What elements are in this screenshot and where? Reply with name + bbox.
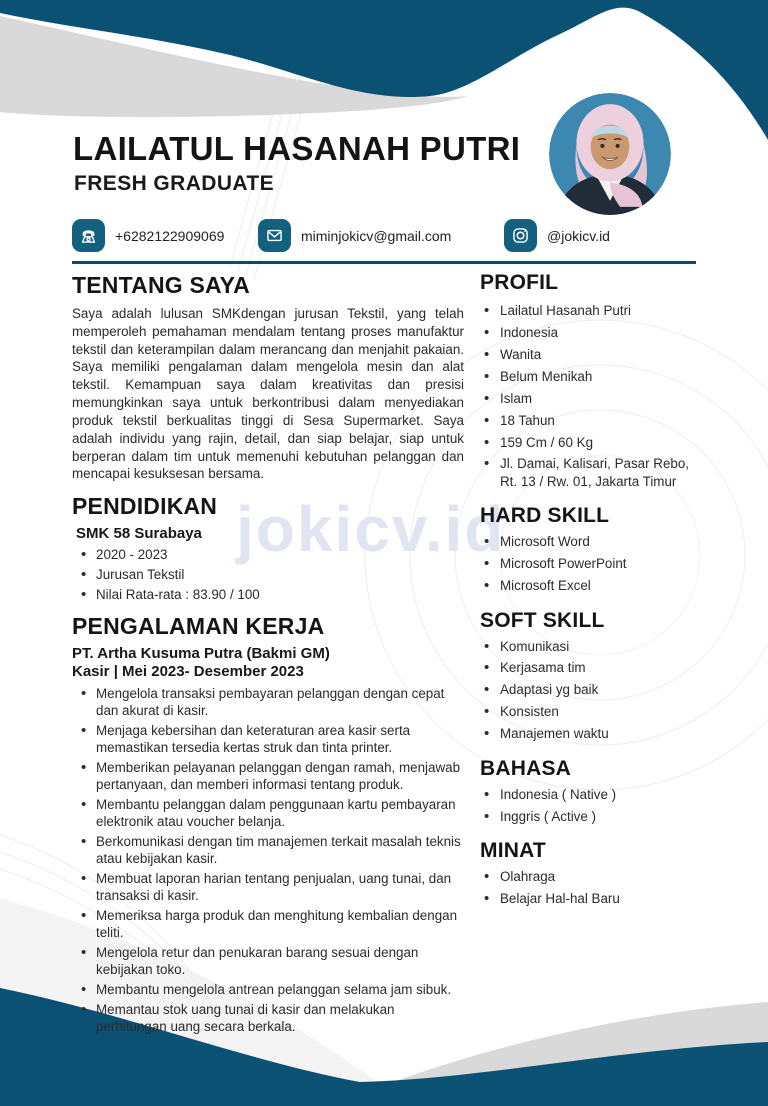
list-item: • Komunikasi: [480, 638, 708, 655]
email-value: miminjokicv@gmail.com: [301, 227, 452, 244]
list-item: • Adaptasi yg baik: [480, 681, 708, 698]
list-item: • Islam: [480, 390, 708, 407]
header-divider: [72, 261, 696, 264]
list-item: • Microsoft PowerPoint: [480, 555, 708, 572]
list-item: • Berkomunikasi dengan tim manajemen terkait masalah teknis atau kebijakan kasir.: [72, 833, 464, 867]
hard-skill-list: [480, 533, 708, 594]
instagram-icon: [504, 219, 537, 252]
right-column: [480, 271, 708, 912]
list-item: • Mengelola transaksi pembayaran pelanggan dengan cepat dan akurat di kasir.: [72, 685, 464, 719]
list-item: • Lailatul Hasanah Putri: [480, 302, 708, 319]
left-column: [72, 272, 464, 1038]
about-text: Saya adalah lulusan SMKdengan jurusan Tekstil, yang telah memperoleh pemahaman mendalam tentang proses manufaktur tekstil dan keterampilan dalam merancang dan menjahit pakaian. Saya memiliki pengalaman dalam mengelola mesin dan alat tekstil. Kemampuan saya dalam kreativitas dan presisi memungkinkan saya untuk berkontribusi dalam menyediakan produk tekstil berkualitas tinggi di Sesa Supermarket. Saya adalah individu yang rajin, detail, dan siap belajar, siap untuk berperan dalam tim untuk memenuhi kebutuhan pelanggan dan mencapai kesuksesan bersama.: [72, 306, 464, 482]
phone-icon: [72, 219, 105, 252]
list-item: • Mengelola retur dan penukaran barang sesuai dengan kebijakan toko.: [72, 944, 464, 978]
profile-photo: [549, 93, 671, 215]
section-title-bahasa: BAHASA: [480, 756, 572, 780]
person-name: LAILATUL HASANAH PUTRI: [73, 130, 521, 167]
list-item: • Menjaga kebersihan dan keteraturan area kasir serta memastikan tersedia kertas struk dan tinta printer.: [72, 722, 464, 756]
list-item: • Inggris ( Active ): [480, 808, 708, 825]
experience-list: [72, 685, 464, 1035]
person-title: FRESH GRADUATE: [74, 172, 275, 195]
list-item: • Membantu pelanggan dalam penggunaan kartu pembayaran elektronik atau voucher belanja.: [72, 796, 464, 830]
list-item: • Jl. Damai, Kalisari, Pasar Rebo, Rt. 13 / Rw. 01, Jakarta Timur: [480, 455, 708, 490]
experience-company: PT. Artha Kusuma Putra (Bakmi GM): [72, 645, 330, 663]
section-title-hard-skill: HARD SKILL: [480, 504, 610, 528]
list-item: • Memeriksa harga produk dan menghitung kembalian dengan teliti.: [72, 907, 464, 941]
list-item: • Membuat laporan harian tentang penjualan, uang tunai, dan transaksi di kasir.: [72, 870, 464, 904]
instagram-value: @jokicv.id: [547, 227, 610, 244]
education-school: SMK 58 Surabaya: [76, 525, 202, 543]
list-item: • Belum Menikah: [480, 368, 708, 385]
list-item: • Microsoft Word: [480, 533, 708, 550]
education-list: [72, 546, 464, 603]
list-item: • Konsisten: [480, 703, 708, 720]
contact-instagram[interactable]: [504, 219, 610, 252]
contact-row: [72, 219, 696, 252]
list-item: • Indonesia ( Native ): [480, 786, 708, 803]
list-item: • Kerjasama tim: [480, 659, 708, 676]
list-item: • Jurusan Tekstil: [72, 566, 464, 583]
section-title-about: TENTANG SAYA: [72, 272, 250, 298]
list-item: • Memantau stok uang tunai di kasir dan melakukan perhitungan uang secara berkala.: [72, 1001, 464, 1035]
section-title-minat: MINAT: [480, 839, 546, 863]
watermark: jokicv.id: [236, 493, 506, 565]
list-item: • 2020 - 2023: [72, 546, 464, 563]
section-title-experience: PENGALAMAN KERJA: [72, 613, 325, 640]
soft-skill-list: [480, 638, 708, 743]
list-item: • Memberikan pelayanan pelanggan dengan ramah, menjawab pertanyaan, dan memberi informasi tentang produk.: [72, 759, 464, 793]
experience-role: Kasir | Mei 2023- Desember 2023: [72, 663, 304, 681]
list-item: • Olahraga: [480, 868, 708, 885]
list-item: • Wanita: [480, 346, 708, 363]
phone-value: +6282122909069: [115, 227, 225, 244]
list-item: • 18 Tahun: [480, 412, 708, 429]
minat-list: [480, 868, 708, 907]
list-item: • Microsoft Excel: [480, 577, 708, 594]
list-item: • Membantu mengelola antrean pelanggan selama jam sibuk.: [72, 981, 464, 998]
section-title-profil: PROFIL: [480, 271, 559, 294]
list-item: • 159 Cm / 60 Kg: [480, 434, 708, 451]
contact-phone[interactable]: [72, 219, 258, 252]
email-icon: [258, 219, 291, 252]
list-item: • Belajar Hal-hal Baru: [480, 890, 708, 907]
list-item: • Manajemen waktu: [480, 725, 708, 742]
list-item: • Nilai Rata-rata : 83.90 / 100: [72, 586, 464, 603]
profil-list: [480, 302, 708, 490]
section-title-soft-skill: SOFT SKILL: [480, 608, 605, 632]
section-title-education: PENDIDIKAN: [72, 493, 218, 520]
bahasa-list: [480, 786, 708, 825]
list-item: • Indonesia: [480, 324, 708, 341]
contact-email[interactable]: [258, 219, 504, 252]
